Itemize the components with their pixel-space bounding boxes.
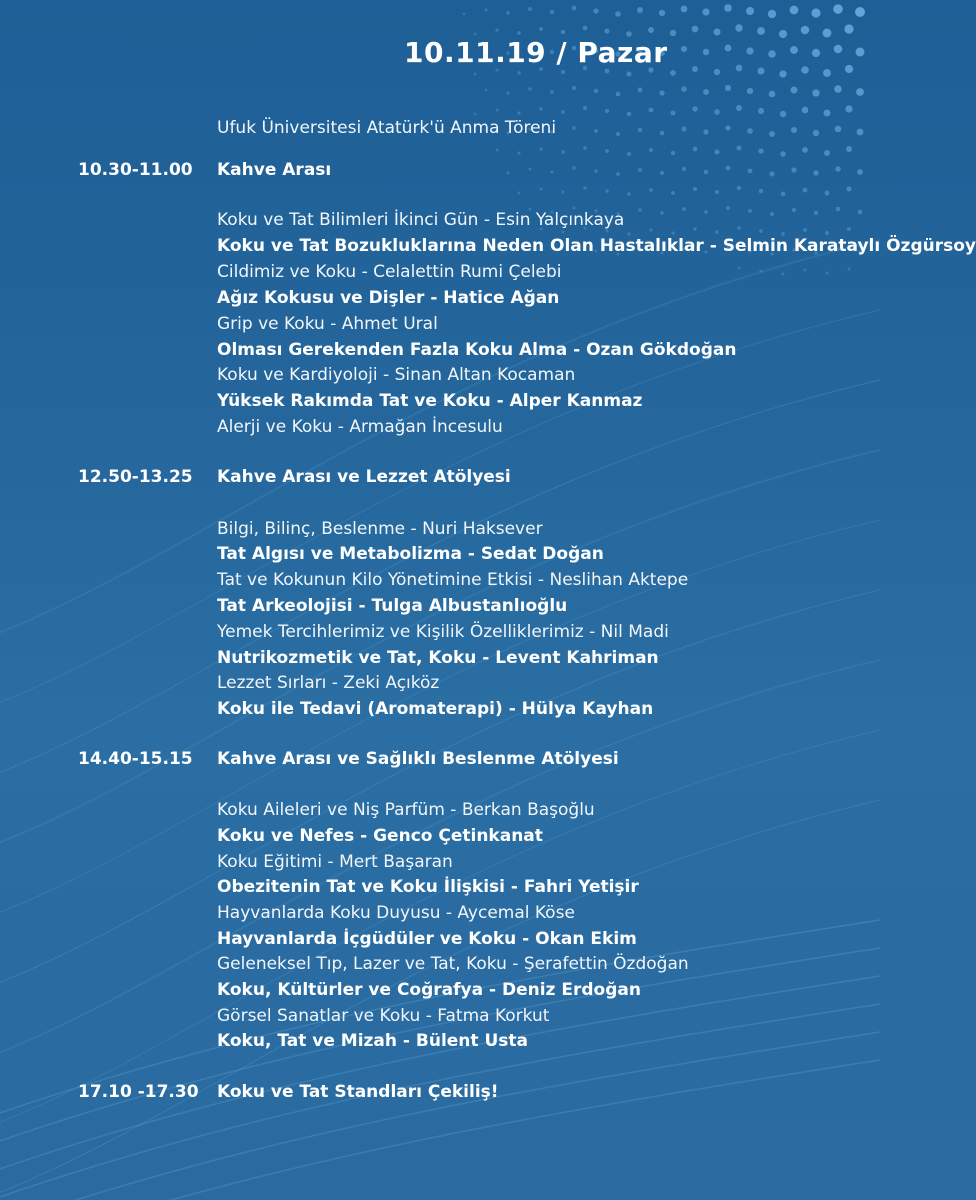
talk-title-speaker: Nutrikozmetik ve Tat, Koku - Levent Kahriman <box>217 648 659 668</box>
break-title: Koku ve Tat Standları Çekiliş! <box>217 1082 499 1102</box>
talk-title-speaker: Koku ile Tedavi (Aromaterapi) - Hülya Kayhan <box>217 699 654 719</box>
schedule-time: 12.50-13.25 <box>78 467 193 487</box>
talk-title-speaker: Hayvanlarda İçgüdüler ve Koku - Okan Ekim <box>217 929 637 949</box>
talk-title-speaker: Koku ve Tat Bozukluklarına Neden Olan Hastalıklar - Selmin Karataylı Özgürsoy <box>217 236 976 256</box>
talk-title-speaker: Koku ve Kardiyoloji - Sinan Altan Kocaman <box>217 365 576 385</box>
talk-title-speaker: Koku Eğitimi - Mert Başaran <box>217 852 453 872</box>
break-title: Kahve Arası ve Lezzet Atölyesi <box>217 467 511 487</box>
talk-title-speaker: Koku ve Tat Bilimleri İkinci Gün - Esin Yalçınkaya <box>217 210 625 230</box>
schedule-time: 17.10 -17.30 <box>78 1082 199 1102</box>
talk-title-speaker: Alerji ve Koku - Armağan İncesulu <box>217 417 503 437</box>
talk-title-speaker: Olması Gerekenden Fazla Koku Alma - Ozan Gökdoğan <box>217 340 737 360</box>
talk-title-speaker: Koku, Tat ve Mizah - Bülent Usta <box>217 1031 528 1051</box>
talk-title-speaker: Koku Aileleri ve Niş Parfüm - Berkan Başoğlu <box>217 800 595 820</box>
schedule-time: 14.40-15.15 <box>78 749 193 769</box>
talk-title-speaker: Lezzet Sırları - Zeki Açıköz <box>217 673 440 693</box>
talk-title-speaker: Tat Arkeolojisi - Tulga Albustanlıoğlu <box>217 596 568 616</box>
talk-title-speaker: Cildimiz ve Koku - Celalettin Rumi Çelebi <box>217 262 562 282</box>
talk-title-speaker: Koku ve Nefes - Genco Çetinkanat <box>217 826 543 846</box>
talk-title-speaker: Yüksek Rakımda Tat ve Koku - Alper Kanmaz <box>217 391 643 411</box>
talk-title-speaker: Bilgi, Bilinç, Beslenme - Nuri Haksever <box>217 519 543 539</box>
talk-title-speaker: Koku, Kültürler ve Coğrafya - Deniz Erdoğan <box>217 980 641 1000</box>
break-title: Kahve Arası <box>217 160 332 180</box>
schedule-time: 10.30-11.00 <box>78 160 193 180</box>
talk-title-speaker: Grip ve Koku - Ahmet Ural <box>217 314 438 334</box>
talk-title-speaker: Geleneksel Tıp, Lazer ve Tat, Koku - Şerafettin Özdoğan <box>217 954 689 974</box>
talk-title-speaker: Hayvanlarda Koku Duyusu - Aycemal Köse <box>217 903 575 923</box>
talk-title-speaker: Yemek Tercihlerimiz ve Kişilik Özelliklerimiz - Nil Madi <box>217 622 669 642</box>
talk-title-speaker: Obezitenin Tat ve Koku İlişkisi - Fahri Yetişir <box>217 877 639 897</box>
talk-title-speaker: Görsel Sanatlar ve Koku - Fatma Korkut <box>217 1006 550 1026</box>
page-title: 10.11.19 / Pazar <box>404 36 668 69</box>
talk-title-speaker: Tat Algısı ve Metabolizma - Sedat Doğan <box>217 544 604 564</box>
talk-title-speaker: Ufuk Üniversitesi Atatürk'ü Anma Töreni <box>217 118 557 138</box>
talk-title-speaker: Tat ve Kokunun Kilo Yönetimine Etkisi - Neslihan Aktepe <box>217 570 689 590</box>
talk-title-speaker: Ağız Kokusu ve Dişler - Hatice Ağan <box>217 288 560 308</box>
break-title: Kahve Arası ve Sağlıklı Beslenme Atölyesi <box>217 749 619 769</box>
